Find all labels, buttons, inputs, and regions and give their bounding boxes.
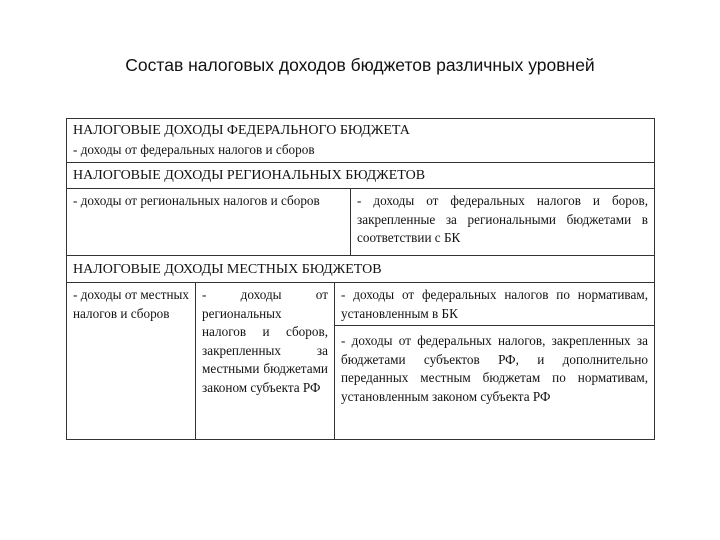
local-col1-item: - доходы от местных налогов и сборов — [73, 287, 189, 321]
regional-left-cell — [66, 188, 351, 256]
local-col3-bottom-cell — [334, 325, 655, 440]
regional-right-item: - доходы от федеральных налогов и боров, закрепленные за региональными бюджетами в соответствии с БК — [357, 193, 648, 245]
local-col3-bottom-item: - доходы от федеральных налогов, закрепленных за бюджетами субъектов РФ, и дополнительно переданных местным бюджетам по нормативам, установленным законом субъекта РФ — [341, 333, 648, 404]
local-heading: НАЛОГОВЫЕ ДОХОДЫ МЕСТНЫХ БЮДЖЕТОВ — [73, 262, 382, 277]
local-col2-cell — [195, 282, 335, 440]
regional-heading-cell — [66, 162, 655, 189]
local-heading-cell — [66, 255, 655, 283]
local-col3-top-item: - доходы от федеральных налогов по нормативам, установленным в БК — [341, 287, 648, 321]
local-col1-cell — [66, 282, 196, 440]
federal-item: - доходы от федеральных налогов и сборов — [73, 141, 315, 157]
page-title: Состав налоговых доходов бюджетов различных уровней — [125, 55, 595, 75]
federal-block — [66, 118, 655, 163]
regional-left-item: - доходы от региональных налогов и сборов — [73, 193, 320, 208]
regional-heading: НАЛОГОВЫЕ ДОХОДЫ РЕГИОНАЛЬНЫХ БЮДЖЕТОВ — [73, 168, 426, 183]
local-col3-top-cell — [334, 282, 655, 326]
local-col2-item: - доходы от региональных налогов и сборов, закрепленных за местными бюджетами законом субъекта РФ — [202, 287, 328, 395]
federal-heading: НАЛОГОВЫЕ ДОХОДЫ ФЕДЕРАЛЬНОГО БЮДЖЕТА — [73, 123, 410, 138]
regional-right-cell — [350, 188, 655, 256]
